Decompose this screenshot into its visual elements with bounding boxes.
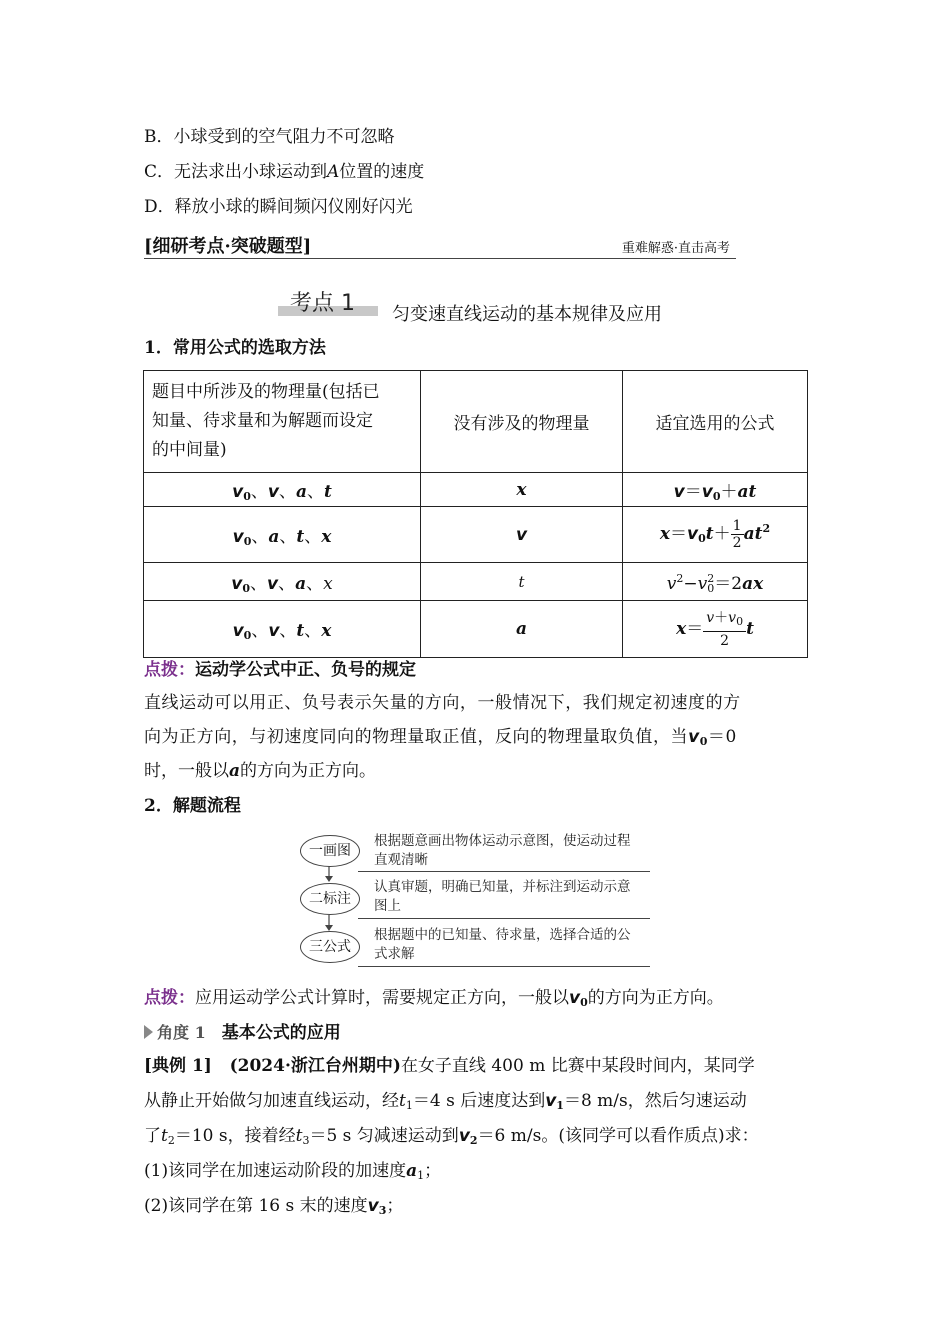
table-row <box>144 601 808 658</box>
tip1-line1: 直线运动可以用正、负号表示矢量的方向，一般情况下，我们规定初速度的方 <box>144 693 741 713</box>
banner-subtitle: 重难解惑·直击高考 <box>621 241 730 256</box>
section-2-heading: 2．解题流程 <box>144 796 241 816</box>
option-d: D．释放小球的瞬间频闪仪刚好闪光 <box>144 197 413 217</box>
example-line1: [典例 1] (2024·浙江台州期中)在女子直线 400 m 比赛中某段时间内，某同学 <box>144 1056 755 1076</box>
table-header-formula: 适宜选用的公式 <box>623 371 808 473</box>
option-b: B．小球受到的空气阻力不可忽略 <box>144 127 395 147</box>
flow-step-label: 二标注 <box>300 883 360 915</box>
table-cell-quantities: $v_0$、v、t、x <box>144 601 421 658</box>
banner-rule <box>144 258 736 259</box>
table-cell-quantities: $v_0$、v、a、t <box>144 473 421 507</box>
flow-step-formula-text: 根据题中的已知量、待求量，选择合适的公 式求解 <box>374 927 631 962</box>
table-cell-formula: $v=v_0+at$ <box>623 473 808 507</box>
banner-title: [细研考点·突破题型] <box>144 236 312 257</box>
question-1: (1)该同学在加速运动阶段的加速度$a_1$； <box>144 1161 442 1182</box>
question-2: (2)该同学在第 16 s 末的速度$v_3$； <box>144 1196 404 1217</box>
table-row <box>144 507 808 563</box>
table-cell-quantities: $v_0$、v、a、x <box>144 563 421 601</box>
kaodian-title: 匀变速直线运动的基本规律及应用 <box>392 304 662 325</box>
tip1-heading: 点拨：运动学公式中正、负号的规定 <box>144 660 416 680</box>
table-cell-formula: x＝ $\frac{v+v_0}{2}$ t <box>623 601 808 658</box>
section-banner <box>144 232 736 260</box>
kaodian-label: 考点 1 <box>278 288 378 318</box>
table-header-row <box>144 371 808 473</box>
flow-step-draw-text: 根据题意画出物体运动示意图，使运动过程 直观清晰 <box>374 833 631 868</box>
table-cell-missing: t <box>421 563 623 601</box>
angle-heading <box>144 1018 341 1043</box>
tip1-line3: 时，一般以a的方向为正方向。 <box>144 761 377 781</box>
flow-rule <box>358 966 650 967</box>
section-1-heading: 1．常用公式的选取方法 <box>144 338 326 358</box>
example-line3: 了$t_2=10$ s，接着经$t_3=5$ s 匀减速运动到$v_2=6$ m/s。(该同学可以看作质点)求： <box>144 1126 759 1147</box>
option-c: C．无法求出小球运动到A位置的速度 <box>144 162 425 182</box>
angle-title: 基本公式的应用 <box>221 1023 341 1043</box>
table-cell-formula: $v^2-v^2_0=2ax$ <box>623 563 808 601</box>
triangle-icon <box>144 1025 153 1039</box>
flow-rule <box>358 918 650 919</box>
table-cell-missing: v <box>421 507 623 563</box>
tip1-line2: 向为正方向，与初速度同向的物理量取正值，反向的物理量取负值，当$v_0=0$ <box>144 727 737 748</box>
table-cell-formula: $x=v_0t+$ $\frac{1}{2}$ $at^2$ <box>623 507 808 563</box>
table-cell-missing: a <box>421 601 623 658</box>
table-row <box>144 473 808 507</box>
flow-step-formula: 三公式 <box>300 931 360 963</box>
table-cell-missing: x <box>421 473 623 507</box>
tip2: 点拨：应用运动学公式计算时，需要规定正方向，一般以$v_0$的方向为正方向。 <box>144 988 724 1009</box>
example-line2: 从静止开始做匀加速直线运动，经$t_1=4$ s 后速度达到$v_1=8$ m/s，然后匀速运动 <box>144 1091 747 1112</box>
flow-rule <box>358 871 650 872</box>
flow-step-draw: 一画图 <box>300 835 360 867</box>
table-header-missing: 没有涉及的物理量 <box>421 371 623 473</box>
flow-step-label-text: 认真审题，明确已知量，并标注到运动示意 图上 <box>374 879 631 914</box>
table-cell-quantities: $v_0$、a、t、x <box>144 507 421 563</box>
angle-label: 角度 1 <box>157 1023 206 1042</box>
table-row <box>144 563 808 601</box>
solution-flow-diagram <box>298 830 650 970</box>
formula-table <box>143 370 808 658</box>
table-header-quantities: 题目中所涉及的物理量(包括已 知量、待求量和为解题而设定 的中间量) <box>144 371 421 473</box>
